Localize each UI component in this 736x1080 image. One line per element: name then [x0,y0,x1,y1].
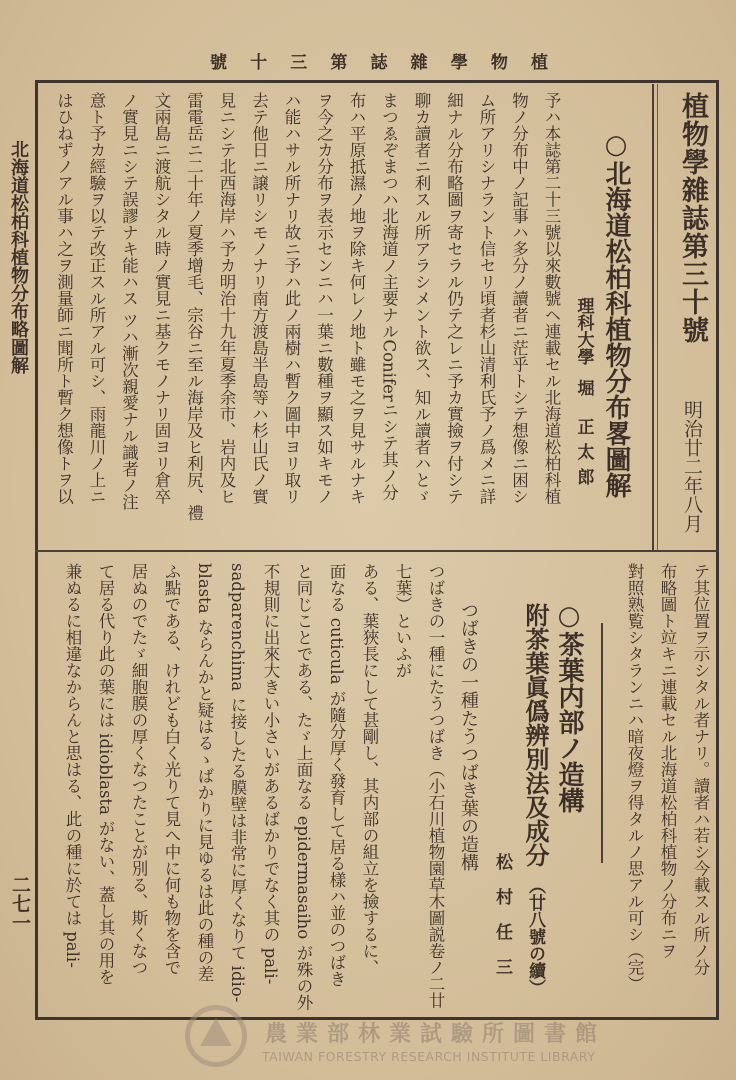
text-column: はひねずノアル事ハ之ヲ測量師ニ聞所ト暫ク想像トヲ以 [54,92,74,505]
section-spacer [585,563,618,1011]
text-column: 見ニシテ北西海岸ハ予カ明治十九年夏季余市、岩内及ヒ [217,92,236,505]
text-column: 兼ぬるに相違なからんと思はる、此の種に於ては pali- [63,563,82,968]
library-seal-icon [185,1005,247,1067]
text-column: 去テ他日ニ譲リシモノナリ南方渡島半島等ハ杉山氏ノ實 [249,92,269,505]
text-column: 予ハ本誌第二十三號以來數號ヘ連載セル北海道松柏科植 [542,92,561,505]
header-char: 十 [250,53,270,73]
text-column: と同じことである、たゞ上面なる epidermasaiho が殊の外 [294,563,313,1011]
text-column: 居ぬのでたゞ細胞膜の厚くなつたことが別る、斯くなつ [129,563,148,976]
watermark-chinese: 農業部林業試驗所圖書館 [265,1021,607,1047]
subtitle-text: 附茶葉眞僞辨別法及成分 [521,603,550,867]
article-title: ○北海道松柏科植物分布畧圖解 [601,130,631,498]
text-column: 聊カ讀者ニ利スル所アラシメント欲ス、知ル讀者ハとゞ [412,92,431,505]
header-char: 學 [450,53,470,73]
article-author: 松村任三 [492,853,512,993]
article-tea-leaf [40,563,717,1011]
text-column: ム所アリシナラント信セリ頃者杉山清利氏予ノ爲メニ詳 [477,92,496,505]
text-column: 雷電岳ニ二十年ノ夏季增毛、宗谷ニ至ル海岸及ヒ利尻、禮 [184,92,204,521]
text-column: 布略圖ト竝キニ連載セル北海道松柏科植物ノ分布ニヲ [658,563,677,959]
title-divider-thin [657,84,658,550]
text-column: ハ能ハサル所ナリ故ニ予ハ此ノ兩樹ハ暫ク圖中ヨリ取リ [282,92,301,505]
text-column: 文兩島ニ渡航シタル時ノ實見ニ基クモノナリ固ヨリ倉卒 [152,92,171,505]
text-column: ヲ今之カ分布ヲ表示センニハ一葉ニ數種ヲ顯ス如キモノ [314,92,334,505]
text-column: 面なる cuticula が隨分厚く發育して居る樣ハ並のつばき [327,563,346,987]
text-column: つばきの一種にたうつばき（小石川植物園草木圖説卷ノ二廿七葉）といふが [393,563,445,1009]
header-char: 三 [290,53,310,73]
text-column: ふ點である、けれども白く光りて見へ中に何も物を含で [162,563,181,976]
header-char: 號 [210,53,229,73]
header-char: 誌 [370,53,390,73]
section-heading: つばきの一種たうつばき葉の造構 [458,601,479,871]
text-column: ある、葉狹長にして甚剛し、其内部の組立を撿するに、 [360,563,379,976]
text-column: 對照熟覧シタランニハ暗夜燈ヲ得タルノ思アル可シ（完） [625,563,644,992]
text-column: 意ト予カ經驗ヲ以テ改正スル所アル可シ、雨龍川ノ上ニ [87,92,106,505]
author-affiliation: 理科大學 [573,297,594,365]
article-title: ○茶葉内部ノ造構 [554,601,584,813]
horizontal-divider [35,550,719,552]
text-column: 物ノ分布中ノ記事ハ多分ノ讀者ニ茫乎トシテ想像ニ困シ [509,92,529,505]
text-column: ノ實見ニシテ誤謬ナキ能ハス ツハ漸次親愛ナル識者ノ注 [119,92,139,510]
text-column: て居る代り此の葉には idioblasta がない、蓋し其の用を [96,563,115,986]
text-column: sadparenchima に接したる膜壁は非常に厚くなりて idio- [228,563,247,1003]
text-column: 不規則に出來大きい小さいがあるばかりでなく其の pali- [261,563,280,985]
continuation-note: （廿八號の續） [525,877,545,996]
header-char: 植 [531,53,550,73]
header-char: 第 [330,53,350,73]
article-hokkaido-conifers [40,92,632,544]
text-column: blasta ならんかと疑はるゝばかりに見ゆるは此の種の差 [195,563,214,982]
title-divider [652,84,654,550]
author-name: 堀 正太郎 [573,379,594,493]
watermark-english: TAIWAN FORESTRY RESEARCH INSTITUTE LIBRARY [262,1049,596,1064]
text-column: 布ハ平原抵濕ノ地ヲ除キ何レノ地ト雖モ之ヲ見サルナキ [347,92,366,505]
text-column: まつゑぞまつハ北海道ノ主要ナルConiferニシテ其ノ分 [379,92,399,501]
page-number: 二七一 [9,875,31,932]
article-subtitle [518,563,552,1011]
article-author [567,92,600,544]
running-header [210,48,550,73]
bracket-line [601,623,603,863]
text-column: テ其位置ヲ示シタル者ナリ。讀者ハ若シ今載スル所ノ分 [691,563,710,976]
header-char: 雜 [410,53,430,73]
header-char: 物 [490,53,510,73]
journal-date: 明治廿二年八月 [681,400,703,533]
margin-title: 北海道松柏科植物分布略圖解 [8,140,29,374]
journal-title: 植物學雜誌第三十號 [677,92,708,344]
text-column: 細ナル分布略圖ヲ寄セラル仍テ之レニ予カ實撿ヲ付シテ [444,92,464,505]
